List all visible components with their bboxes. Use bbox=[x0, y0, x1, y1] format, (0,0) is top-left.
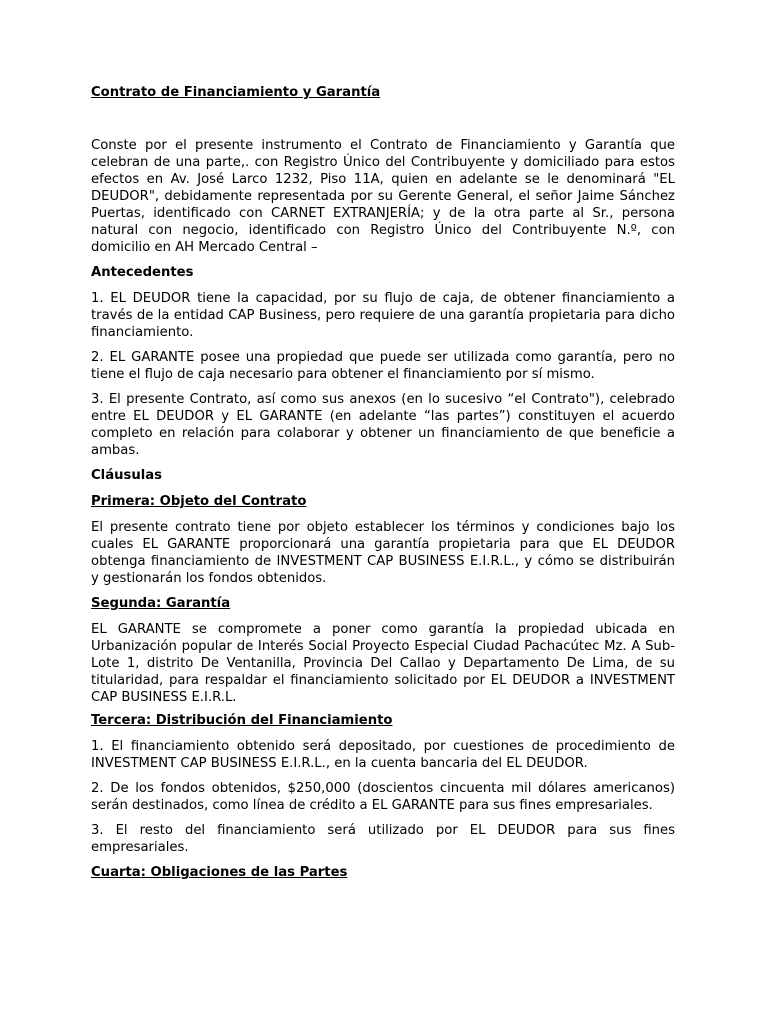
antecedentes-heading: Antecedentes bbox=[91, 265, 194, 280]
clause-primera-heading: Primera: Objeto del Contrato bbox=[91, 494, 307, 509]
intro-paragraph: Conste por el presente instrumento el Contrato de Financiamiento y Garantía que celebran de una parte,. con Registro Único del Contribuyente y domiciliado para estos efectos en Av. José Larco 1232, Piso 11A, quien en adelante se le denominará "EL DEUDOR", debidamente representada por su Gerente General, el señor Jaime Sánchez Puertas, identificado con CARNET EXTRANJERÍA; y de la otra parte al Sr., persona natural con negocio, identificado con Registro Único del Contribuyente N.º, con domicilio en AH Mercado Central – bbox=[91, 138, 675, 255]
clause-tercera-item-3: 3. El resto del financiamiento será utilizado por EL DEUDOR para sus fines empresariales. bbox=[91, 823, 675, 855]
clause-segunda-text: EL GARANTE se compromete a poner como garantía la propiedad ubicada en Urbanización popular de Interés Social Proyecto Especial Ciudad Pachacútec Mz. A Sub-Lote 1, distrito De Ventanilla, Provincia Del Callao y Departamento De Lima, de su titularidad, para respaldar el financiamiento solicitado por EL DEUDOR a INVESTMENT CAP BUSINESS E.I.R.L. bbox=[91, 622, 675, 705]
clause-segunda-heading: Segunda: Garantía bbox=[91, 596, 231, 611]
document-page bbox=[91, 84, 675, 890]
clause-cuarta-heading: Cuarta: Obligaciones de las Partes bbox=[91, 865, 348, 880]
clausulas-heading: Cláusulas bbox=[91, 468, 162, 483]
antecedente-2: 2. EL GARANTE posee una propiedad que puede ser utilizada como garantía, pero no tiene el flujo de caja necesario para obtener el financiamiento por sí mismo. bbox=[91, 350, 675, 382]
clause-tercera-item-2: 2. De los fondos obtenidos, $250,000 (doscientos cincuenta mil dólares americanos) serán destinados, como línea de crédito a EL GARANTE para sus fines empresariales. bbox=[91, 781, 675, 813]
document-title: Contrato de Financiamiento y Garantía bbox=[91, 85, 381, 100]
clause-tercera-item-1: 1. El financiamiento obtenido será depositado, por cuestiones de procedimiento de INVESTMENT CAP BUSINESS E.I.R.L., en la cuenta bancaria del EL DEUDOR. bbox=[91, 739, 675, 771]
antecedente-1: 1. EL DEUDOR tiene la capacidad, por su flujo de caja, de obtener financiamiento a través de la entidad CAP Business, pero requiere de una garantía propietaria para dicho financiamiento. bbox=[91, 291, 675, 340]
antecedente-3: 3. El presente Contrato, así como sus anexos (en lo sucesivo “el Contrato"), celebrado entre EL DEUDOR y EL GARANTE (en adelante “las partes”) constituyen el acuerdo completo en relación para colaborar y obtener un financiamiento de que beneficie a ambas. bbox=[91, 392, 675, 458]
clause-tercera-heading: Tercera: Distribución del Financiamiento bbox=[91, 713, 393, 728]
clause-primera-text: El presente contrato tiene por objeto establecer los términos y condiciones bajo los cuales EL GARANTE proporcionará una garantía propietaria para que EL DEUDOR obtenga financiamiento de INVESTMENT CAP BUSINESS E.I.R.L., y cómo se distribuirán y gestionarán los fondos obtenidos. bbox=[91, 520, 675, 586]
